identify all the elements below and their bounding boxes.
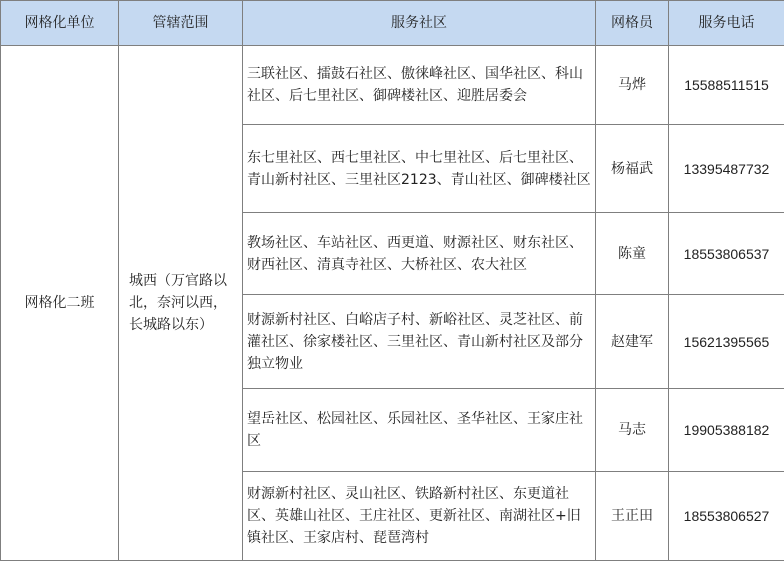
header-phone: 服务电话 (669, 1, 784, 46)
communities-cell: 财源新村社区、灵山社区、铁路新村社区、东更道社区、英雄山社区、王庄社区、更新社区、南湖社区+旧镇社区、王家店村、琵琶湾村 (243, 472, 596, 561)
table-row (1, 46, 784, 125)
scope-cell: 城西（万官路以北，奈河以西，长城路以东） (119, 46, 243, 561)
communities-cell: 财源新村社区、白峪店子村、新峪社区、灵芝社区、前灌社区、徐家楼社区、三里社区、青山新村社区及部分独立物业 (243, 295, 596, 389)
header-staff: 网格员 (596, 1, 669, 46)
communities-cell: 望岳社区、松园社区、乐园社区、圣华社区、王家庄社区 (243, 389, 596, 472)
staff-cell: 赵建军 (596, 295, 669, 389)
communities-cell: 东七里社区、西七里社区、中七里社区、后七里社区、青山新村社区、三里社区2123、青山社区、御碑楼社区 (243, 125, 596, 213)
phone-cell: 15588511515 (669, 46, 784, 125)
staff-cell: 王正田 (596, 472, 669, 561)
staff-cell: 杨福武 (596, 125, 669, 213)
phone-cell: 18553806527 (669, 472, 784, 561)
communities-cell: 教场社区、车站社区、西更道、财源社区、财东社区、财西社区、清真寺社区、大桥社区、农大社区 (243, 213, 596, 295)
communities-cell: 三联社区、擂鼓石社区、傲徕峰社区、国华社区、科山社区、后七里社区、御碑楼社区、迎胜居委会 (243, 46, 596, 125)
header-unit: 网格化单位 (1, 1, 119, 46)
phone-cell: 13395487732 (669, 125, 784, 213)
unit-cell: 网格化二班 (1, 46, 119, 561)
staff-cell: 马志 (596, 389, 669, 472)
header-communities: 服务社区 (243, 1, 596, 46)
phone-cell: 15621395565 (669, 295, 784, 389)
phone-cell: 19905388182 (669, 389, 784, 472)
header-row (1, 1, 784, 46)
header-scope: 管辖范围 (119, 1, 243, 46)
staff-cell: 陈童 (596, 213, 669, 295)
staff-cell: 马烨 (596, 46, 669, 125)
phone-cell: 18553806537 (669, 213, 784, 295)
